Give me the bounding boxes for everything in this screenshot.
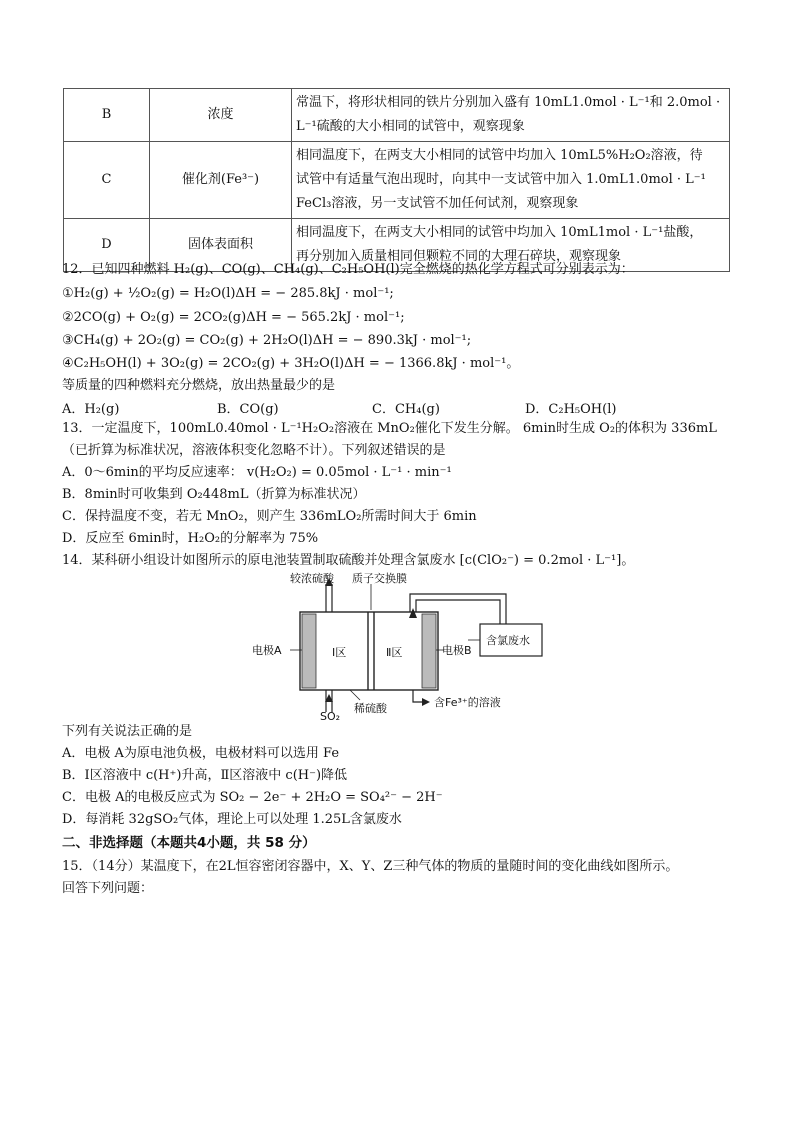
method-line: 试管中有适量气泡出现时，向其中一支试管中加入 1.0mL1.0mol · L⁻¹ [296,172,706,187]
table-row [64,142,730,219]
row-label: B [64,89,150,142]
row-label: C [64,142,150,219]
label-waste: 含氯废水 [486,634,530,647]
row-factor: 浓度 [150,89,292,142]
q12-options [62,398,742,418]
q13-stem-2: （已折算为标准状况，溶液体积变化忽略不计）。下列叙述错误的是 [62,443,446,458]
q14-option-b: B．Ⅰ区溶液中 c(H⁺)升高，Ⅱ区溶液中 c(H⁻)降低 [62,768,348,783]
q12-eq2: ②2CO(g) + O₂(g) = 2CO₂(g)ΔH = − 565.2kJ · mol⁻¹; [62,310,405,325]
label-electrode-a: 电极A [252,644,282,657]
label-zone-2: Ⅱ区 [386,646,403,659]
label-proton-membrane: 质子交换膜 [352,572,407,585]
q12-question: 等质量的四种燃料充分燃烧，放出热量最少的是 [62,378,336,393]
q14-option-d: D．每消耗 32gSO₂气体，理论上可以处理 1.25L含氯废水 [62,812,402,827]
label-fe-solution: 含Fe³⁺的溶液 [434,696,501,709]
q12-eq4: ④C₂H₅OH(l) + 3O₂(g) = 2CO₂(g) + 3H₂O(l)ΔH = − 1366.8kJ · mol⁻¹。 [62,356,520,371]
electrode-b-plate [422,614,436,688]
q13-stem-1: 13．一定温度下，100mL0.40mol · L⁻¹H₂O₂溶液在 MnO₂催化下发生分解。 6min时生成 O₂的体积为 336mL [62,421,717,436]
method-line: L⁻¹硫酸的大小相同的试管中，观察现象 [296,119,525,134]
label-so2: SO₂ [320,710,341,722]
row-factor: 催化剂(Fe³⁻) [150,142,292,219]
option-d: D．C₂H₅OH(l) [525,402,617,417]
option-c: C．CH₄(g) [372,402,440,417]
label-zone-1: Ⅰ区 [332,646,347,659]
q12-eq1: ①H₂(g) + ½O₂(g) = H₂O(l)ΔH = − 285.8kJ · mol⁻¹; [62,286,394,301]
q14-stem: 14．某科研小组设计如图所示的原电池装置制取硫酸并处理含氯废水 [c(ClO₂⁻) = 0.2mol · L⁻¹]。 [62,553,635,568]
q13-option-a: A．0～6min的平均反应速率： v(H₂O₂) = 0.05mol · L⁻¹ · min⁻¹ [62,465,452,480]
q15-stem-1: 15．（14分）某温度下，在2L恒容密闭容器中，X、Y、Z三种气体的物质的量随时间的变化曲线如图所示。 [62,859,679,874]
method-line: 相同温度下，在两支大小相同的试管中均加入 10mL5%H₂O₂溶液，待 [296,148,703,163]
method-line: 再分别加入质量相同但颗粒不同的大理石碎块，观察现象 [296,249,622,264]
method-line: 常温下，将形状相同的铁片分别加入盛有 10mL1.0mol · L⁻¹和 2.0mol · [296,95,721,110]
option-b: B．CO(g) [217,402,279,417]
q13-option-d: D．反应至 6min时，H₂O₂的分解率为 75% [62,531,319,546]
option-a: A．H₂(g) [62,402,120,417]
row-factor: 固体表面积 [150,219,292,272]
method-line: FeCl₃溶液，另一支试管不加任何试剂，观察现象 [296,196,579,211]
label-concentrated-acid: 较浓硫酸 [290,572,334,585]
label-dilute-acid: 稀硫酸 [354,702,387,715]
galvanic-cell-diagram [250,572,550,722]
method-line: 相同温度下，在两支大小相同的试管中均加入 10mL1mol · L⁻¹盐酸， [296,225,703,240]
q14-option-c: C．电极 A的电极反应式为 SO₂ − 2e⁻ + 2H₂O = SO₄²⁻ − 2H⁻ [62,790,443,805]
section-heading: 二、非选择题（本题共4小题，共 58 分） [62,835,316,851]
q12-eq3: ③CH₄(g) + 2O₂(g) = CO₂(g) + 2H₂O(l)ΔH = − 890.3kJ · mol⁻¹; [62,333,472,348]
q14-question: 下列有关说法正确的是 [62,724,193,739]
row-method [292,89,730,142]
q13-option-c: C．保持温度不变，若无 MnO₂，则产生 336mLO₂所需时间大于 6min [62,509,477,524]
q12-stem: 12．已知四种燃料 H₂(g)、CO(g)、CH₄(g)、C₂H₅OH(l)完全燃烧的热化学方程式可分别表示为： [62,262,634,277]
arrow-right-icon [422,698,430,706]
q15-stem-2: 回答下列问题： [62,881,154,896]
electrode-a-plate [302,614,316,688]
row-label: D [64,219,150,272]
table-row [64,89,730,142]
experiment-table [63,88,730,272]
row-method [292,142,730,219]
cell-container [300,612,438,690]
label-electrode-b: 电极B [442,644,472,657]
q14-option-a: A．电极 A为原电池负极，电极材料可以选用 Fe [62,746,340,761]
q13-option-b: B．8min时可收集到 O₂448mL（折算为标准状况） [62,487,366,502]
